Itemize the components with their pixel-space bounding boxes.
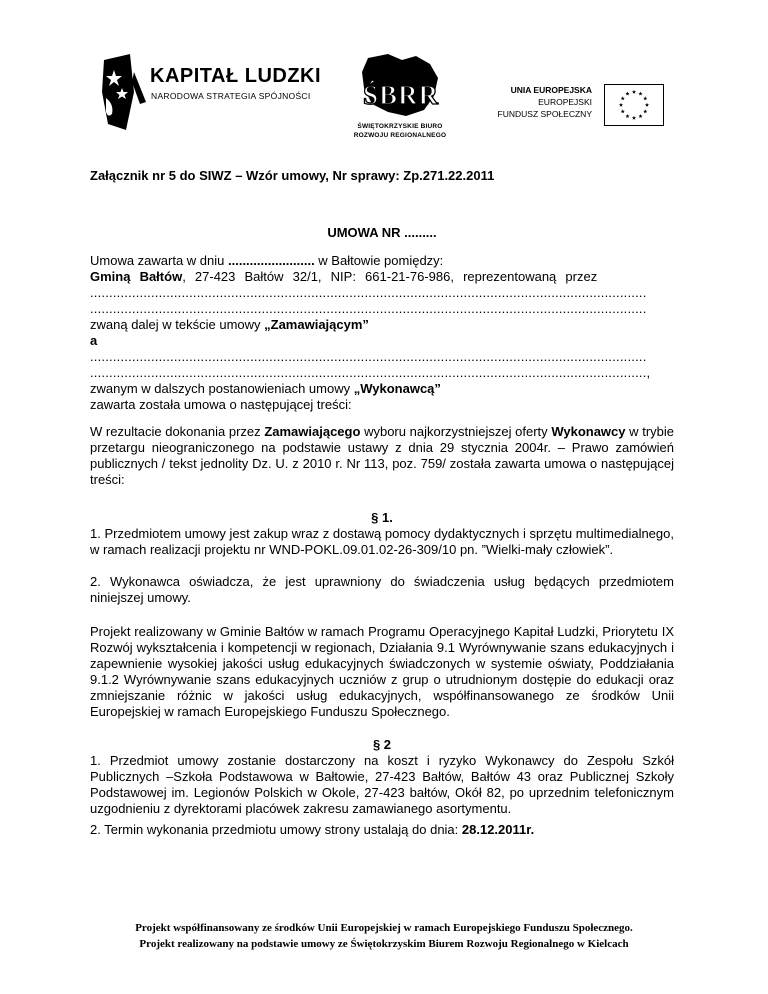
eu-star xyxy=(619,103,623,107)
intro-date-dots: ........................ xyxy=(228,253,315,268)
eu-line3: FUNDUSZ SPOŁECZNY xyxy=(497,109,592,119)
result-zamawiajacy: Zamawiającego xyxy=(264,424,361,439)
section-2-point-2 xyxy=(90,822,674,838)
and-line: a xyxy=(90,333,98,348)
eu-star xyxy=(638,114,642,118)
deadline-text: 2. Termin wykonania przedmiotu umowy strony ustalają do dnia: xyxy=(90,822,462,837)
dots-line-2: .................................................................................................................................................. xyxy=(90,301,647,316)
dots-line-1: .................................................................................................................................................. xyxy=(90,285,647,300)
footer-line-1: Projekt współfinansowany ze środków Unii Europejskiej w ramach Europejskiego Funduszu Społecznego. xyxy=(135,922,633,934)
intro-suffix: w Bałtowie pomiędzy: xyxy=(314,253,444,268)
eu-star xyxy=(632,90,636,94)
footer-line-2: Projekt realizowany na podstawie umowy ze Świętokrzyskim Biurem Rozwoju Regionalnego w Kielcach xyxy=(139,938,629,950)
eu-star xyxy=(621,96,625,100)
project-description: Projekt realizowany w Gminie Bałtów w ramach Programu Operacyjnego Kapitał Ludzki, Priorytetu IX Rozwój wykształcenia i kompetencji w regionach, Działania 9.1 Wyrównywanie szans edukacyjnych i zapewnienie wysokiej jakości usług edukacyjnych świadczonych w systemie oświaty, Poddziałania 9.1.2 Wyrównywanie szans edukacyjnych uczniów z grup o utrudnionym dostępie do edukacji oraz zmniejszanie różnic w jakości usług edukacyjnych, współfinansowanego ze środków Unii Europejskiej w ramach Europejskiego Funduszu Społecznego. xyxy=(90,624,674,719)
attachment-line: Załącznik nr 5 do SIWZ – Wzór umowy, Nr sprawy: Zp.271.22.2011 xyxy=(90,168,495,183)
sbrr-caption-line2: ROZWOJU REGIONALNEGO xyxy=(353,132,447,139)
dots-line-4: .................................................................................................................................................., xyxy=(90,365,651,380)
contract-line: zawarta została umowa o następującej treści: xyxy=(90,397,352,412)
eu-line2: EUROPEJSKI xyxy=(538,97,592,107)
kapital-ludzki-figure-icon xyxy=(100,52,150,132)
eu-star xyxy=(645,103,649,107)
result-text-3: w trybie przetargu nieograniczonego na podstawie ustawy z dnia 29 stycznia 2004r. – Prawo zamówień publicznych / tekst jednolity Dz. U. z 2010 r. Nr 113, poz. 759/ została zawarta umowa o następującej treści: xyxy=(90,424,674,487)
deadline-date: 28.12.2011r. xyxy=(461,822,535,837)
section-1-point-1: 1. Przedmiotem umowy jest zakup wraz z dostawą pomocy dydaktycznych i sprzętu multimedialnego, w ramach realizacji projektu nr WND-POKL.09.01.02-26-309/10 pn. ”Wielki-mały człowiek”. xyxy=(90,526,674,557)
page-footer xyxy=(0,920,768,952)
eu-text xyxy=(482,84,592,120)
section-1-heading: § 1. xyxy=(371,510,393,525)
eu-star xyxy=(621,109,625,113)
party1-name: Gminą Bałtów xyxy=(90,269,183,284)
sbrr-name: ŚBRR xyxy=(362,80,440,110)
contract-title: UMOWA NR ......... xyxy=(327,225,437,240)
result-paragraph xyxy=(90,424,674,488)
eu-line1: UNIA EUROPEJSKA xyxy=(510,85,592,95)
party1-details: , 27-423 Bałtów 32/1, NIP: 661-21-76-986, reprezentowaną przez xyxy=(182,269,598,284)
sbrr-logo xyxy=(340,52,460,142)
section-1-point-2: 2. Wykonawca oświadcza, że jest uprawniony do świadczenia usług będących przedmiotem niniejszej umowy. xyxy=(90,574,674,605)
kapital-ludzki-title: KAPITAŁ LUDZKI xyxy=(150,65,322,87)
dots-line-3: .................................................................................................................................................. xyxy=(90,349,647,364)
intro-prefix: Umowa zawarta w dniu xyxy=(90,253,228,268)
wykonawca-line xyxy=(90,381,674,397)
result-text-1: W rezultacie dokonania przez xyxy=(90,424,265,439)
eu-star xyxy=(643,109,647,113)
header-logos xyxy=(0,0,768,150)
eu-star xyxy=(638,92,642,96)
intro-line xyxy=(90,253,674,269)
wykonawca-name: „Wykonawcą” xyxy=(353,381,441,396)
zamawiajacy-name: „Zamawiającym” xyxy=(264,317,369,332)
zamawiajacy-line xyxy=(90,317,674,333)
section-2-heading: § 2 xyxy=(372,737,392,752)
kapital-ludzki-logo xyxy=(100,52,322,142)
eu-star xyxy=(625,92,629,96)
eu-star xyxy=(625,114,629,118)
eu-flag-icon xyxy=(604,84,664,126)
kapital-ludzki-subtitle: NARODOWA STRATEGIA SPÓJNOŚCI xyxy=(151,91,311,101)
eu-star xyxy=(632,116,636,120)
sbrr-caption-line1: ŚWIĘTOKRZYSKIE BIURO xyxy=(357,123,443,130)
result-text-2: wyboru najkorzystniejszej oferty xyxy=(360,424,552,439)
party1-line xyxy=(90,269,674,285)
eu-star xyxy=(643,96,647,100)
result-wykonawcy: Wykonawcy xyxy=(551,424,626,439)
contract-intro xyxy=(90,253,674,413)
zamawiajacy-prefix: zwaną dalej w tekście umowy xyxy=(90,317,265,332)
section-2-point-1: 1. Przedmiot umowy zostanie dostarczony na koszt i ryzyko Wykonawcy do Zespołu Szkół Publicznych –Szkoła Podstawowa w Bałtowie, 27-423 Bałtów, Bałtów 43 oraz Publicznej Szkoły Podstawowej im. Legionów Polskich w Okole, 27-423 bałtów, Okół 82, po uprzednim telefonicznym uzgodnieniu z dyrektorami placówek zakresu zamawianego asortymentu. xyxy=(90,753,674,816)
wykonawca-prefix: zwanym w dalszych postanowieniach umowy xyxy=(90,381,354,396)
